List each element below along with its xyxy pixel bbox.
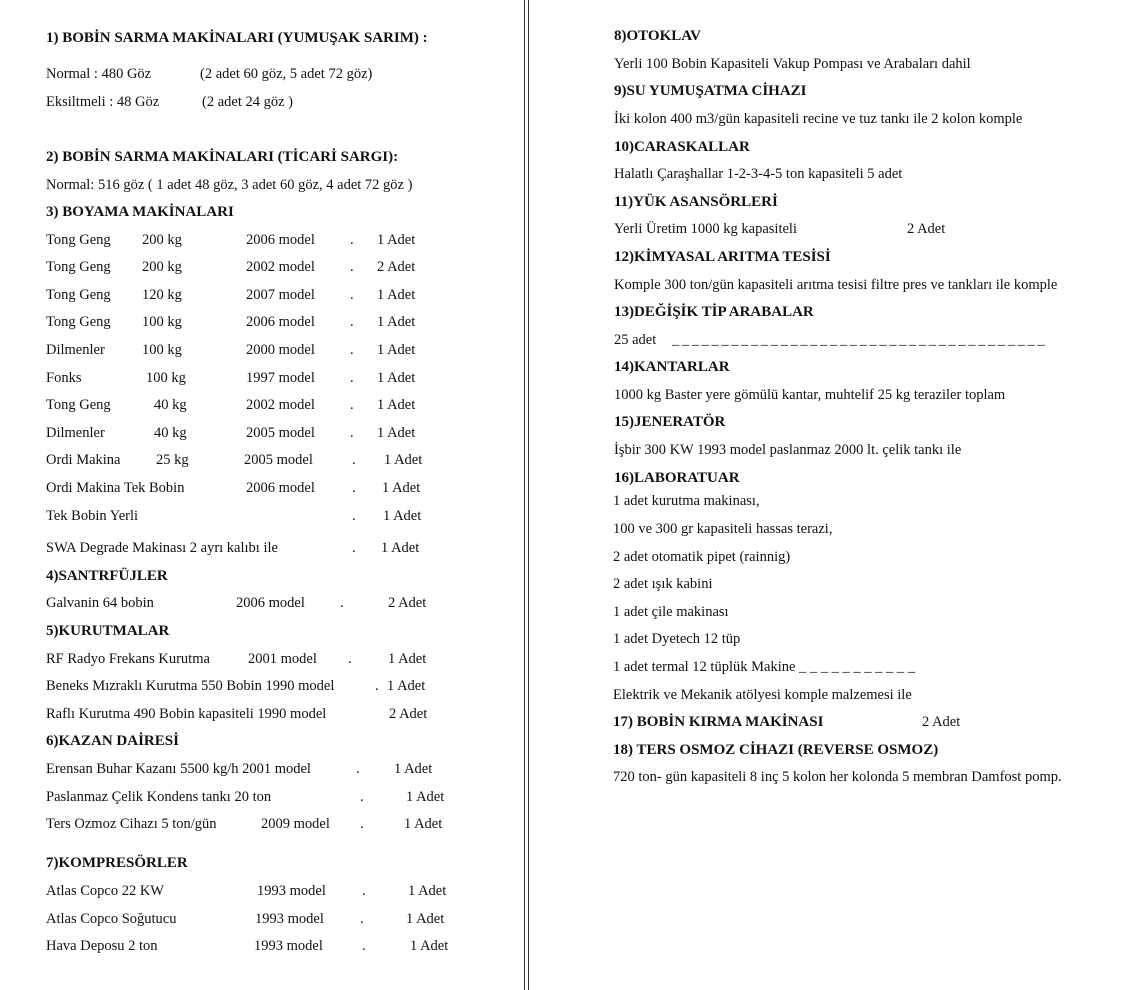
- s15-line: İşbir 300 KW 1993 model paslanmaz 2000 lt. çelik tankı ile: [614, 442, 962, 458]
- item-dot: .: [350, 314, 354, 330]
- list-item: 1 adet termal 12 tüplük Makine _ _ _ _ _ _ _ _ _ _ _: [613, 659, 916, 675]
- item-model: 2005 model: [246, 425, 315, 441]
- item-model: 1993 model: [257, 883, 326, 899]
- s17-qty: 2 Adet: [922, 714, 961, 730]
- section-9-heading: 9)SU YUMUŞATMA CİHAZI: [614, 83, 807, 99]
- item-dot: .: [350, 370, 354, 386]
- item-qty: 1 Adet: [410, 938, 449, 954]
- table-row: [46, 595, 516, 615]
- item-qty: 1 Adet: [377, 232, 416, 248]
- item-qty: 1 Adet: [381, 540, 420, 556]
- table-row: [46, 397, 516, 417]
- s1-eksiltmeli-label: Eksiltmeli : 48 Göz: [46, 94, 160, 110]
- table-row: [46, 314, 516, 334]
- s8-line: Yerli 100 Bobin Kapasiteli Vakup Pompası ve Arabaları dahil: [614, 56, 971, 72]
- column-divider-left: [524, 0, 525, 990]
- table-row: [46, 425, 516, 445]
- item-model: 2009 model: [261, 816, 330, 832]
- item-name: Dilmenler: [46, 342, 105, 358]
- table-row: [46, 789, 516, 809]
- item-dot: .: [362, 938, 366, 954]
- item-qty: 1 Adet: [377, 425, 416, 441]
- s1-normal-label: Normal : 480 Göz: [46, 66, 152, 82]
- item-dot: .: [352, 508, 356, 524]
- item-name: Erensan Buhar Kazanı 5500 kg/h 2001 model: [46, 761, 311, 777]
- item-dot: .: [350, 342, 354, 358]
- table-row: [46, 678, 516, 698]
- item-qty: 1 Adet: [382, 480, 421, 496]
- item-dot: .: [350, 259, 354, 275]
- section-10-heading: 10)CARASKALLAR: [614, 139, 750, 155]
- item-qty: 1 Adet: [394, 761, 433, 777]
- item-name: Tong Geng: [46, 397, 111, 413]
- s13-line: 25 adet: [614, 332, 657, 348]
- item-qty: 2 Adet: [377, 259, 416, 275]
- table-row: [46, 938, 516, 958]
- list-item: 1 adet Dyetech 12 tüp: [613, 631, 741, 647]
- item-model: 2006 model: [236, 595, 305, 611]
- item-model: 1993 model: [255, 911, 324, 927]
- item-qty: 1 Adet: [404, 816, 443, 832]
- section-7-heading: 7)KOMPRESÖRLER: [46, 855, 188, 871]
- item-dot: .: [352, 452, 356, 468]
- item-name: Ordi Makina: [46, 452, 121, 468]
- list-item: 1 adet kurutma makinası,: [613, 493, 760, 509]
- item-dot: .: [360, 789, 364, 805]
- item-dot: .: [350, 425, 354, 441]
- item-capacity: 100 kg: [142, 314, 182, 330]
- item-qty: 1 Adet: [388, 651, 427, 667]
- item-qty: 1 Adet: [408, 883, 447, 899]
- section-15-heading: 15)JENERATÖR: [614, 414, 726, 430]
- item-name: Tong Geng: [46, 287, 111, 303]
- item-capacity: 200 kg: [142, 232, 182, 248]
- column-divider-right: [528, 0, 529, 990]
- table-row: [46, 259, 516, 279]
- item-name: Tong Geng: [46, 259, 111, 275]
- section-4-heading: 4)SANTRFÜJLER: [46, 568, 168, 584]
- table-row: [46, 883, 516, 903]
- item-dot: .: [375, 678, 379, 694]
- item-qty: 2 Adet: [388, 595, 427, 611]
- s14-line: 1000 kg Baster yere gömülü kantar, muhtelif 25 kg teraziler toplam: [614, 387, 1006, 403]
- item-qty: 1 Adet: [377, 397, 416, 413]
- item-model: 2000 model: [246, 342, 315, 358]
- item-capacity: 200 kg: [142, 259, 182, 275]
- table-row: [46, 508, 516, 528]
- item-dot: .: [348, 651, 352, 667]
- item-qty: 1 Adet: [387, 678, 426, 694]
- item-capacity: 120 kg: [142, 287, 182, 303]
- item-qty: 1 Adet: [377, 287, 416, 303]
- item-name: Hava Deposu 2 ton: [46, 938, 158, 954]
- s12-line: Komple 300 ton/gün kapasiteli arıtma tesisi filtre pres ve tankları ile komple: [614, 277, 1058, 293]
- item-model: 1993 model: [254, 938, 323, 954]
- s1-eksiltmeli-detail: (2 adet 24 göz ): [202, 94, 293, 110]
- section-17-heading: 17) BOBİN KIRMA MAKİNASI: [613, 714, 824, 730]
- table-row: [46, 911, 516, 931]
- item-model: 2002 model: [246, 397, 315, 413]
- item-capacity: 25 kg: [156, 452, 189, 468]
- s10-line: Halatlı Çaraşhallar 1-2-3-4-5 ton kapasiteli 5 adet: [614, 166, 903, 182]
- item-name: Tong Geng: [46, 314, 111, 330]
- table-row: [46, 761, 516, 781]
- item-dot: .: [356, 761, 360, 777]
- item-name: Galvanin 64 bobin: [46, 595, 154, 611]
- item-capacity: 40 kg: [154, 397, 187, 413]
- item-model: 2006 model: [246, 314, 315, 330]
- item-dot: .: [360, 816, 364, 832]
- item-name: Atlas Copco 22 KW: [46, 883, 164, 899]
- s1-normal-detail: (2 adet 60 göz, 5 adet 72 göz): [200, 66, 373, 82]
- item-model: 2001 model: [248, 651, 317, 667]
- table-row: [46, 480, 516, 500]
- list-item: 1 adet çile makinası: [613, 604, 729, 620]
- item-qty: 1 Adet: [377, 314, 416, 330]
- item-dot: .: [350, 232, 354, 248]
- section-3-heading: 3) BOYAMA MAKİNALARI: [46, 204, 234, 220]
- section-6-heading: 6)KAZAN DAİRESİ: [46, 733, 179, 749]
- item-dot: .: [352, 540, 356, 556]
- section-13-heading: 13)DEĞİŞİK TİP ARABALAR: [614, 304, 814, 320]
- item-name: RF Radyo Frekans Kurutma: [46, 651, 210, 667]
- item-qty: 1 Adet: [384, 452, 423, 468]
- item-name: Ordi Makina Tek Bobin: [46, 480, 185, 496]
- section-1-heading: 1) BOBİN SARMA MAKİNALARI (YUMUŞAK SARIM) :: [46, 30, 428, 46]
- section-11-heading: 11)YÜK ASANSÖRLERİ: [614, 194, 778, 210]
- list-item: 2 adet otomatik pipet (rainnig): [613, 549, 791, 565]
- section-12-heading: 12)KİMYASAL ARITMA TESİSİ: [614, 249, 831, 265]
- item-qty: 2 Adet: [389, 706, 428, 722]
- table-row: [46, 706, 516, 726]
- item-name: Raflı Kurutma 490 Bobin kapasiteli 1990 model: [46, 706, 327, 722]
- item-capacity: 100 kg: [146, 370, 186, 386]
- list-item: 2 adet ışık kabini: [613, 576, 713, 592]
- item-capacity: 100 kg: [142, 342, 182, 358]
- item-name: Tek Bobin Yerli: [46, 508, 139, 524]
- s9-line: İki kolon 400 m3/gün kapasiteli recine ve tuz tankı ile 2 kolon komple: [614, 111, 1023, 127]
- item-model: 2006 model: [246, 232, 315, 248]
- list-item: Elektrik ve Mekanik atölyesi komple malzemesi ile: [613, 687, 912, 703]
- item-dot: .: [340, 595, 344, 611]
- s11-line: Yerli Üretim 1000 kg kapasiteli: [614, 221, 797, 237]
- table-row: [46, 651, 516, 671]
- table-row: [46, 342, 516, 362]
- item-dot: .: [350, 397, 354, 413]
- item-dot: .: [350, 287, 354, 303]
- table-row: [46, 232, 516, 252]
- table-row: [46, 540, 516, 560]
- item-qty: 1 Adet: [406, 911, 445, 927]
- table-row: [46, 452, 516, 472]
- section-14-heading: 14)KANTARLAR: [614, 359, 730, 375]
- section-8-heading: 8)OTOKLAV: [614, 28, 701, 44]
- section-2-heading: 2) BOBİN SARMA MAKİNALARI (TİCARİ SARGI):: [46, 149, 399, 165]
- s13-dashes: _ _ _ _ _ _ _ _ _ _ _ _ _ _ _ _ _ _ _ _ _ _ _ _ _ _ _ _ _ _ _ _ _ _ _ _ _ _: [672, 332, 1045, 348]
- item-name: Ters Ozmoz Cihazı 5 ton/gün: [46, 816, 217, 832]
- list-item: 100 ve 300 gr kapasiteli hassas terazi,: [613, 521, 833, 537]
- s18-line: 720 ton- gün kapasiteli 8 inç 5 kolon her kolonda 5 membran Damfost pomp.: [613, 769, 1062, 785]
- item-name: SWA Degrade Makinası 2 ayrı kalıbı ile: [46, 540, 278, 556]
- item-dot: .: [360, 911, 364, 927]
- s11-qty: 2 Adet: [907, 221, 946, 237]
- item-dot: .: [362, 883, 366, 899]
- item-name: Paslanmaz Çelik Kondens tankı 20 ton: [46, 789, 272, 805]
- item-qty: 1 Adet: [383, 508, 422, 524]
- item-model: 2002 model: [246, 259, 315, 275]
- item-model: 2006 model: [246, 480, 315, 496]
- item-capacity: 40 kg: [154, 425, 187, 441]
- item-name: Tong Geng: [46, 232, 111, 248]
- item-name: Fonks: [46, 370, 82, 386]
- item-dot: .: [352, 480, 356, 496]
- item-name: Dilmenler: [46, 425, 105, 441]
- item-model: 2007 model: [246, 287, 315, 303]
- section-5-heading: 5)KURUTMALAR: [46, 623, 170, 639]
- item-qty: 1 Adet: [406, 789, 445, 805]
- section-18-heading: 18) TERS OSMOZ CİHAZI (REVERSE OSMOZ): [613, 742, 939, 758]
- item-model: 1997 model: [246, 370, 315, 386]
- item-name: Atlas Copco Soğutucu: [46, 911, 177, 927]
- table-row: [46, 370, 516, 390]
- table-row: [46, 287, 516, 307]
- s2-line: Normal: 516 göz ( 1 adet 48 göz, 3 adet 60 göz, 4 adet 72 göz ): [46, 177, 413, 193]
- table-row: [46, 816, 516, 836]
- item-qty: 1 Adet: [377, 370, 416, 386]
- item-name: Beneks Mızraklı Kurutma 550 Bobin 1990 model: [46, 678, 335, 694]
- item-qty: 1 Adet: [377, 342, 416, 358]
- section-16-heading: 16)LABORATUAR: [614, 470, 740, 486]
- item-model: 2005 model: [244, 452, 313, 468]
